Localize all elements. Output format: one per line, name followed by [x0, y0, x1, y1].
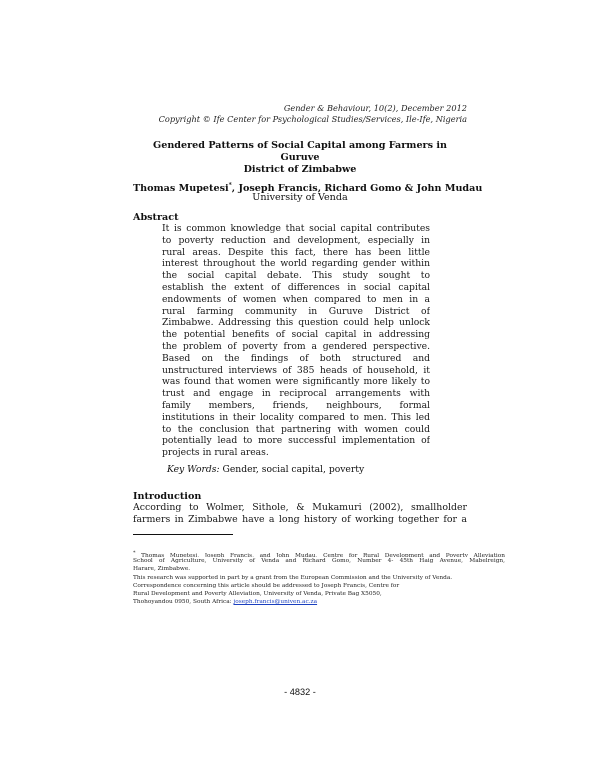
title-line-2: District of Zimbabwe [243, 164, 357, 175]
abstract-line: to the conclusion that partnering with women could [162, 423, 430, 435]
footnote-line [133, 598, 505, 606]
abstract-line: establish the extent of differences in social capital [162, 281, 430, 293]
keywords [167, 464, 364, 476]
abstract-line: projects in rural areas. [162, 447, 269, 459]
keywords-value: Gender, social capital, poverty [222, 464, 365, 475]
footnote-line: Rural Development and Poverty Alleviation, University of Venda, Private Bag X5050, [133, 590, 382, 597]
introduction-heading: Introduction [133, 491, 202, 502]
abstract-line: the potential benefits of social capital in addressing [162, 329, 430, 341]
author-footnote [133, 549, 505, 606]
abstract-line: It is common knowledge that social capital contributes [162, 223, 430, 234]
abstract-line: interest throughout the world regarding gender within [162, 258, 430, 270]
page-number: - 4832 - [284, 687, 316, 697]
abstract-line: Zimbabwe. Addressing this question could help unlock [162, 317, 430, 329]
email-link[interactable]: joseph.francis@univen.ac.za [233, 599, 318, 606]
abstract-line: rural farming community in Guruve District of [162, 305, 430, 317]
abstract-line: unstructured interviews of 385 heads of household, it [162, 364, 430, 376]
introduction-line: According to Wolmer, Sithole, & Mukamuri (2002), smallholder [133, 502, 467, 513]
abstract-line: institutions in their locality compared to men. This led [162, 411, 430, 423]
abstract-heading: Abstract [133, 212, 179, 223]
abstract-line: endowments of women when compared to men in a [162, 293, 430, 305]
introduction-body [133, 502, 467, 526]
footnote-line [133, 549, 505, 557]
footnote-line: Harare, Zimbabwe. [133, 566, 191, 573]
footnote-line: School of Agriculture, University of Venda and Richard Gomo, Number 4- 45th Haig Avenue, Mabelreign, [133, 558, 505, 565]
abstract-line: the problem of poverty from a gendered perspective. [162, 340, 430, 352]
footnote-address: Thohoyandou 0950, South Africa: [133, 599, 234, 606]
author-footnote-mark: * [228, 182, 232, 189]
abstract-line: rural areas. Despite this fact, there has been little [162, 246, 430, 258]
introduction-line: farmers in Zimbabwe have a long history of working together for a [133, 514, 467, 525]
copyright-line: Copyright © Ife Center for Psychological Studies/Services, Ile-Ife, Nigeria [158, 114, 467, 124]
footnote-divider [133, 534, 233, 535]
abstract-body [162, 223, 430, 459]
footnote-line: Correspondence concerning this article should be addressed to Joseph Francis, Centre for [133, 582, 400, 589]
footnote-mark: * [133, 550, 136, 556]
abstract-line: the social capital debate. This study sought to [162, 270, 430, 282]
first-author: Thomas Mupetesi [133, 183, 229, 195]
abstract-line: potentially lead to more successful implementation of [162, 435, 430, 447]
abstract-line: Based on the findings of both structured and [162, 352, 430, 364]
paper-title [133, 140, 467, 176]
abstract-line: family members, friends, neighbours, formal [162, 399, 430, 411]
abstract-line: trust and engage in reciprocal arrangements with [162, 388, 430, 400]
other-authors: , Joseph Francis, Richard Gomo & John Mudau [231, 183, 483, 195]
abstract-line: to poverty reduction and development, especially in [162, 234, 430, 246]
footnote-text: Thomas Mupetesi, Joseph Francis, and John Mudau, Centre for Rural Development and Poverty Alleviation [135, 552, 505, 558]
abstract-line: was found that women were significantly more likely to [162, 376, 430, 388]
affiliation: University of Venda [252, 192, 348, 203]
keywords-label: Key Words: [167, 464, 220, 475]
footnote-line: This research was supported in part by a grant from the European Commission and the University of Venda. [133, 574, 453, 581]
title-line-1: Gendered Patterns of Social Capital among Farmers in Guruve [153, 140, 447, 163]
journal-citation: Gender & Behaviour, 10(2), December 2012 [283, 103, 467, 113]
